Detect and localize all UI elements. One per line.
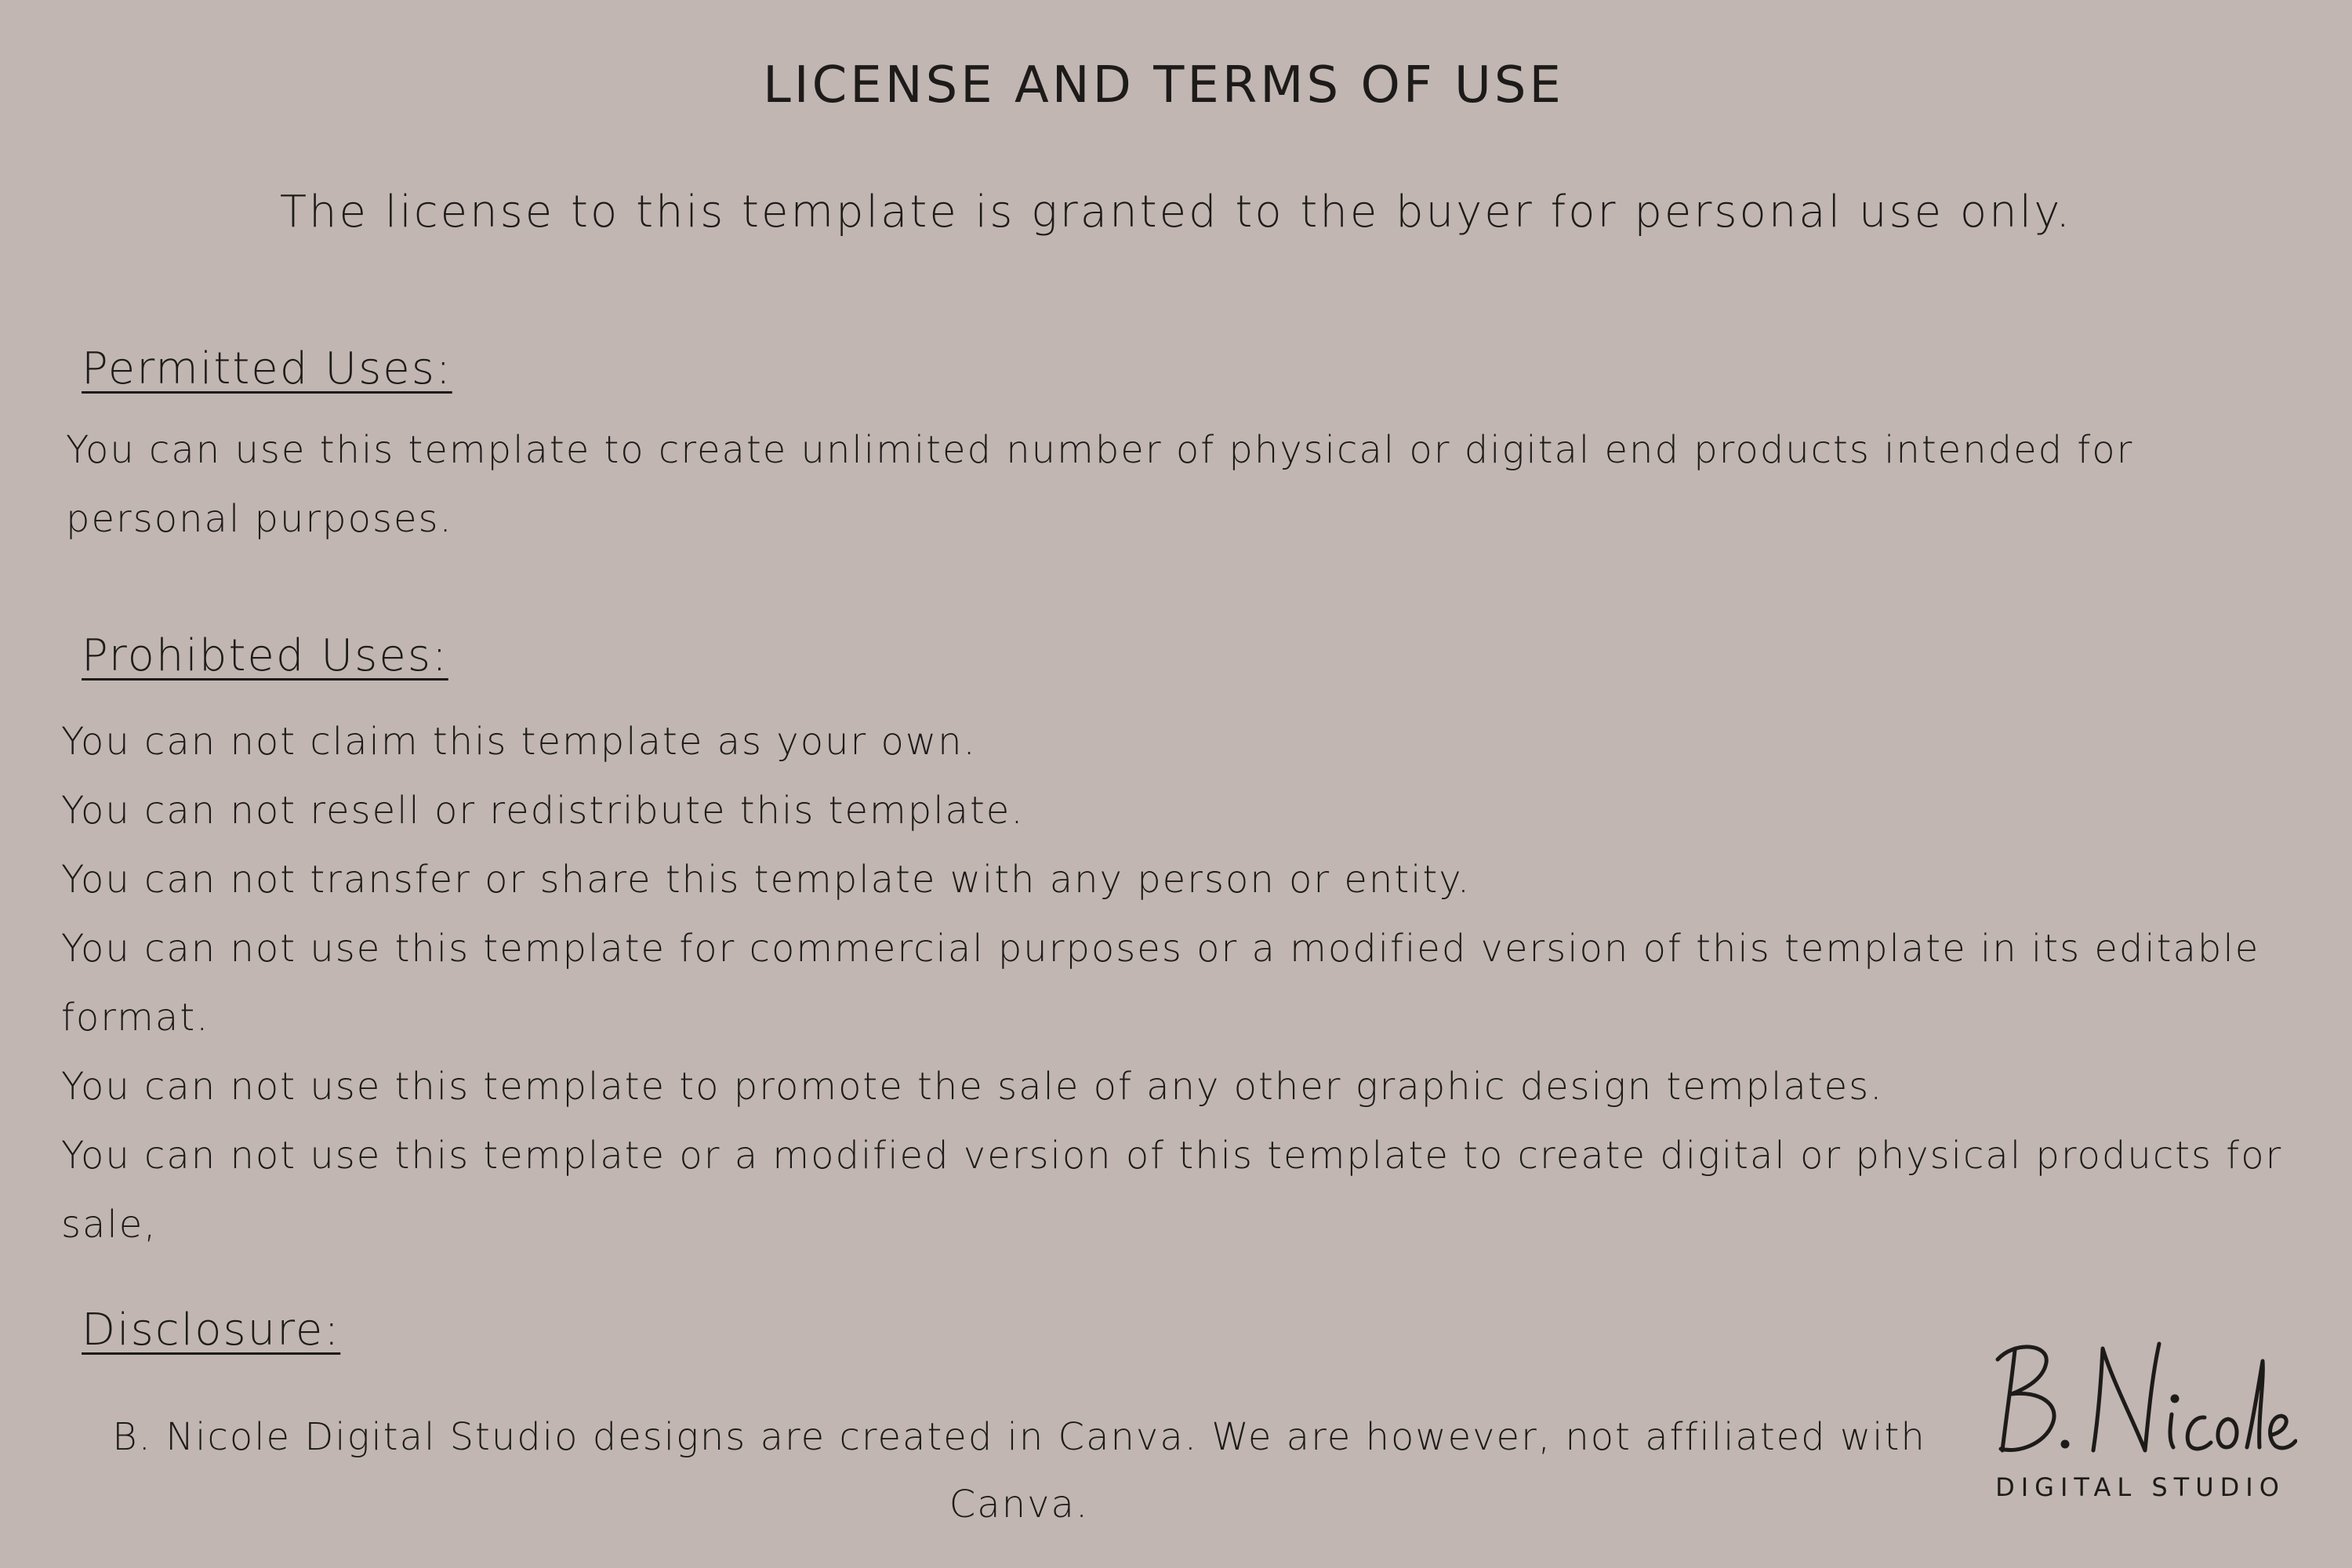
signature-logo-icon — [1984, 1333, 2297, 1466]
prohibited-line: You can not use this template to promote the sale of any other graphic design templates. — [61, 1065, 1884, 1109]
disclosure-line: B. Nicole Digital Studio designs are created in Canva. We are however, not affiliated with — [112, 1415, 1926, 1459]
prohibited-uses-list — [61, 707, 2282, 1259]
permitted-uses-text — [66, 416, 2133, 554]
prohibited-line: You can not transfer or share this template with any person or entity. — [61, 858, 1472, 902]
permitted-uses-heading: Permitted Uses: — [82, 343, 452, 394]
disclosure-line: Canva. — [949, 1483, 1090, 1526]
prohibited-line: You can not use this template for commercial purposes or a modified version of this template in its editable — [61, 927, 2260, 971]
permitted-line: personal purposes. — [66, 497, 453, 541]
prohibited-line: sale, — [61, 1203, 158, 1247]
permitted-line: You can use this template to create unlimited number of physical or digital end products intended for — [66, 428, 2134, 472]
studio-logo — [1984, 1333, 2297, 1521]
disclosure-heading: Disclosure: — [82, 1305, 341, 1356]
license-intro: The license to this template is granted to the buyer for personal use only. — [279, 187, 2073, 238]
prohibited-line: You can not claim this template as your own. — [61, 720, 977, 764]
prohibited-uses-heading: Prohibted Uses: — [82, 630, 448, 681]
page-title: LICENSE AND TERMS OF USE — [763, 56, 1564, 114]
prohibited-line: You can not resell or redistribute this template. — [61, 789, 1025, 833]
prohibited-line: You can not use this template or a modified version of this template to create digital or physical products for — [61, 1134, 2283, 1178]
prohibited-line: format. — [61, 996, 210, 1040]
logo-caption: DIGITAL STUDIO — [1995, 1472, 2285, 1502]
disclosure-text — [86, 1403, 1952, 1538]
